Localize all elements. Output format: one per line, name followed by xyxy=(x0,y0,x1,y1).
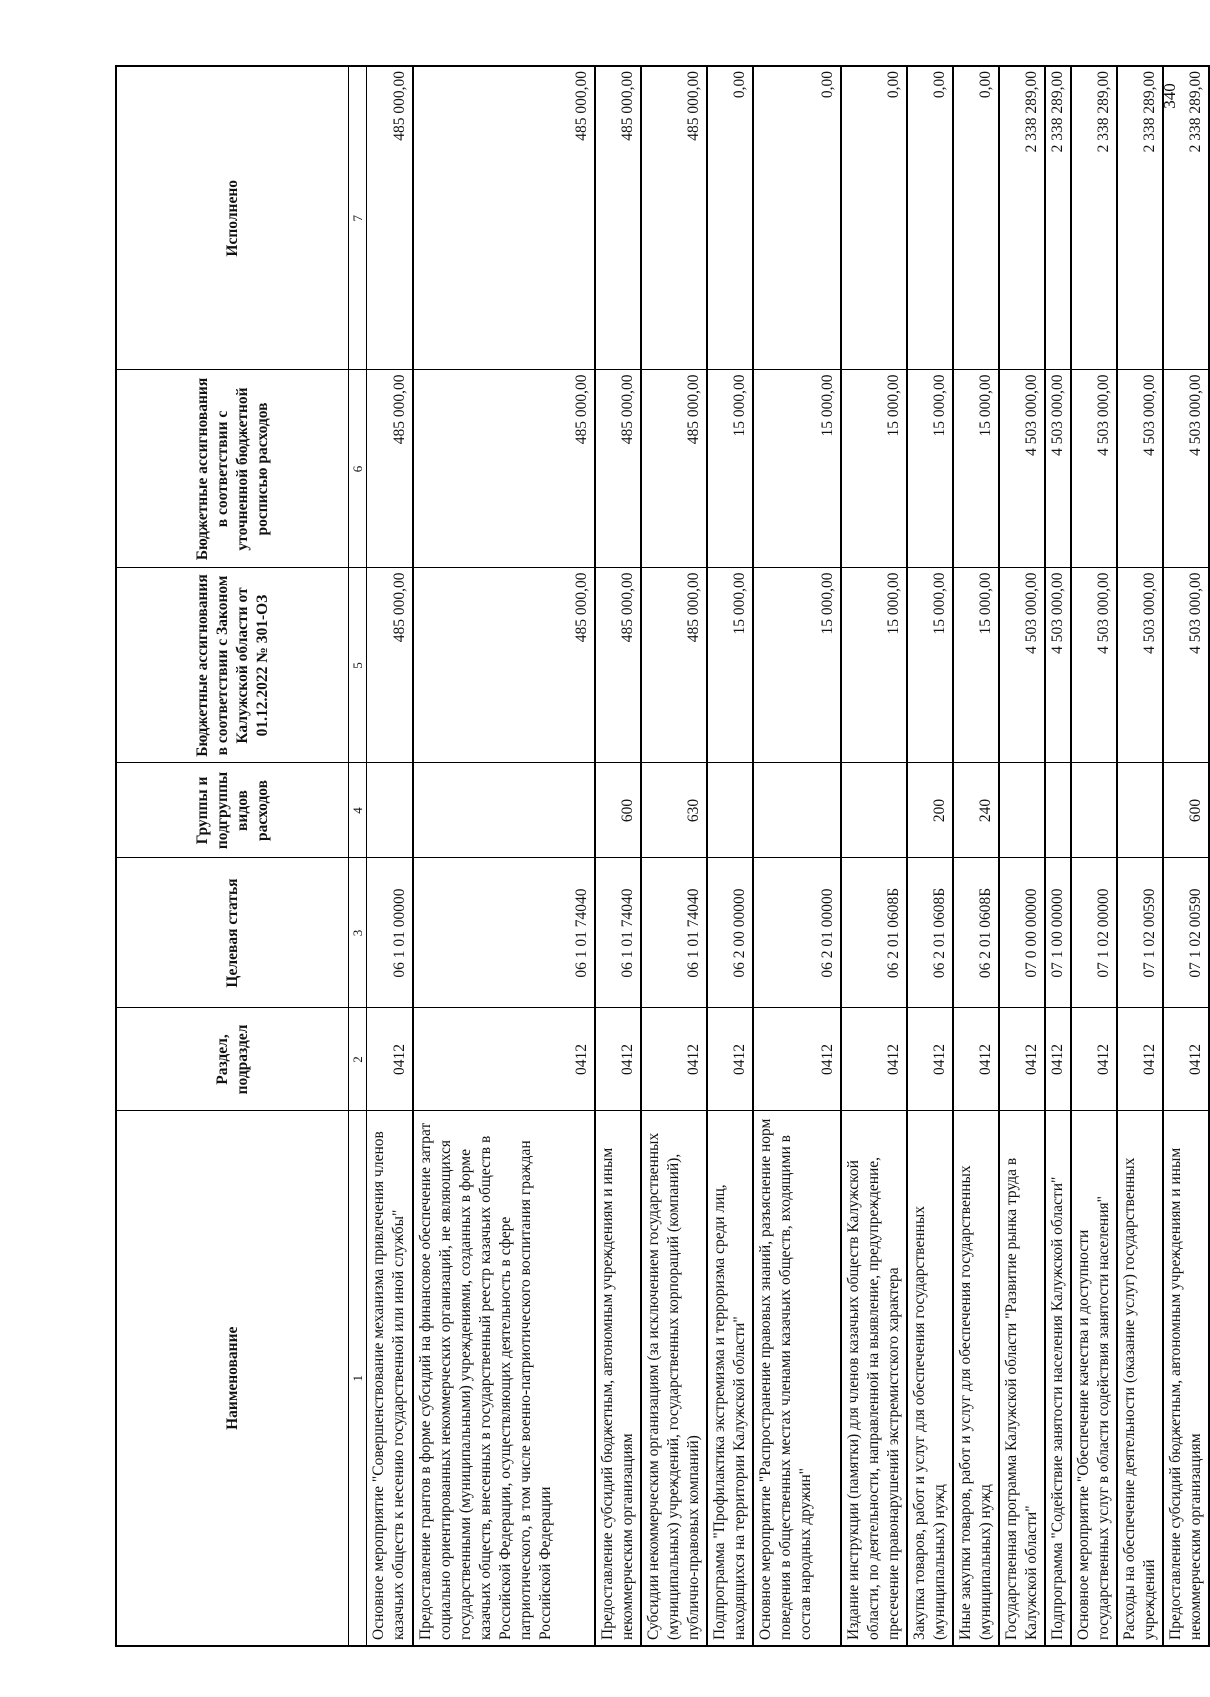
row-plan-amount-cell: 4 503 000,00 xyxy=(1071,370,1117,568)
row-name-cell: Закупка товаров, работ и услуг для обеспечения государственных (муниципальных) нужд xyxy=(907,1111,953,1646)
row-section-cell: 0412 xyxy=(999,1008,1045,1111)
row-group-cell xyxy=(1071,763,1117,858)
row-law-amount-cell: 4 503 000,00 xyxy=(1071,568,1117,763)
row-law-amount-cell: 15 000,00 xyxy=(753,568,841,763)
row-section-cell: 0412 xyxy=(413,1008,595,1111)
row-section-cell: 0412 xyxy=(907,1008,953,1111)
table-row xyxy=(413,66,595,1646)
table-row xyxy=(595,66,641,1646)
row-executed-amount-cell: 0,00 xyxy=(707,66,753,370)
row-executed-amount-cell: 485 000,00 xyxy=(413,66,595,370)
row-target-cell: 07 1 02 00000 xyxy=(1071,858,1117,1008)
header-name: Наименование xyxy=(116,1111,349,1646)
row-name-cell: Подпрограмма "Профилактика экстремизма и терроризма среди лиц, находящихся на территории Калужской области" xyxy=(707,1111,753,1646)
row-law-amount-cell: 485 000,00 xyxy=(413,568,595,763)
row-section-cell: 0412 xyxy=(953,1008,999,1111)
table-row xyxy=(641,66,707,1646)
row-executed-amount-cell: 0,00 xyxy=(841,66,907,370)
row-plan-amount-cell: 15 000,00 xyxy=(953,370,999,568)
row-section-cell: 0412 xyxy=(367,1008,413,1111)
row-target-cell: 06 1 01 74040 xyxy=(595,858,641,1008)
row-group-cell: 240 xyxy=(953,763,999,858)
row-section-cell: 0412 xyxy=(707,1008,753,1111)
row-executed-amount-cell: 485 000,00 xyxy=(641,66,707,370)
row-target-cell: 06 2 01 0608Б xyxy=(907,858,953,1008)
column-number-row xyxy=(349,66,367,1646)
row-group-cell: 630 xyxy=(641,763,707,858)
row-executed-amount-cell: 2 338 289,00 xyxy=(1163,66,1209,370)
row-name-cell: Субсидии некоммерческим организациям (за исключением государственных (муниципальных) учреждений, государственных корпораций (компаний), публично-правовых компаний) xyxy=(641,1111,707,1646)
row-law-amount-cell: 15 000,00 xyxy=(841,568,907,763)
row-target-cell: 06 2 01 0608Б xyxy=(953,858,999,1008)
row-executed-amount-cell: 2 338 289,00 xyxy=(1045,66,1071,370)
row-plan-amount-cell: 15 000,00 xyxy=(841,370,907,568)
table-row xyxy=(907,66,953,1646)
column-number: 2 xyxy=(349,1008,367,1111)
header-section: Раздел, подраздел xyxy=(116,1008,349,1111)
row-name-cell: Предоставление грантов в форме субсидий на финансовое обеспечение затрат социально ориентированных некоммерческих организаций, не являющихся государственными (муниципальными) учреждениями, созданных в форме казачьих обществ, внесенных в государственный реестр казачьих обществ в Российской Федерации, осуществляющих деятельность в сфере патриотического, в том числе военно-патриотического воспитания граждан Российской Федерации xyxy=(413,1111,595,1646)
row-target-cell: 06 1 01 00000 xyxy=(367,858,413,1008)
row-name-cell: Предоставление субсидий бюджетным, автономным учреждениям и иным некоммерческим организациям xyxy=(1163,1111,1209,1646)
column-number: 6 xyxy=(349,370,367,568)
row-executed-amount-cell: 485 000,00 xyxy=(367,66,413,370)
row-plan-amount-cell: 485 000,00 xyxy=(641,370,707,568)
row-group-cell xyxy=(753,763,841,858)
row-target-cell: 06 2 00 00000 xyxy=(707,858,753,1008)
row-executed-amount-cell: 0,00 xyxy=(753,66,841,370)
row-law-amount-cell: 4 503 000,00 xyxy=(1163,568,1209,763)
row-plan-amount-cell: 15 000,00 xyxy=(753,370,841,568)
row-plan-amount-cell: 15 000,00 xyxy=(907,370,953,568)
column-number: 3 xyxy=(349,858,367,1008)
row-plan-amount-cell: 485 000,00 xyxy=(595,370,641,568)
row-name-cell: Предоставление субсидий бюджетным, автономным учреждениям и иным некоммерческим организациям xyxy=(595,1111,641,1646)
row-law-amount-cell: 485 000,00 xyxy=(641,568,707,763)
table-row xyxy=(841,66,907,1646)
header-law-allocation: Бюджетные ассигнования в соответствии с Законом Калужской области от 01.12.2022 № 301-ОЗ xyxy=(116,568,349,763)
row-target-cell: 07 0 00 00000 xyxy=(999,858,1045,1008)
row-target-cell: 06 1 01 74040 xyxy=(641,858,707,1008)
row-plan-amount-cell: 4 503 000,00 xyxy=(999,370,1045,568)
row-section-cell: 0412 xyxy=(641,1008,707,1111)
row-executed-amount-cell: 2 338 289,00 xyxy=(999,66,1045,370)
row-target-cell: 07 1 00 00000 xyxy=(1045,858,1071,1008)
table-row xyxy=(1071,66,1117,1646)
row-name-cell: Основное мероприятие "Совершенствование механизма привлечения членов казачьих обществ к несению государственной или иной службы" xyxy=(367,1111,413,1646)
row-plan-amount-cell: 485 000,00 xyxy=(413,370,595,568)
row-name-cell: Издание инструкции (памятки) для членов казачьих обществ Калужской области, по деятельности, направленной на выявление, предупреждение, пресечение правонарушений экстремистского характера xyxy=(841,1111,907,1646)
row-target-cell: 07 1 02 00590 xyxy=(1163,858,1209,1008)
row-executed-amount-cell: 0,00 xyxy=(907,66,953,370)
row-plan-amount-cell: 15 000,00 xyxy=(707,370,753,568)
row-law-amount-cell: 4 503 000,00 xyxy=(1117,568,1163,763)
row-group-cell xyxy=(1117,763,1163,858)
table-row xyxy=(1163,66,1209,1646)
row-section-cell: 0412 xyxy=(753,1008,841,1111)
row-section-cell: 0412 xyxy=(595,1008,641,1111)
row-section-cell: 0412 xyxy=(1163,1008,1209,1111)
row-law-amount-cell: 485 000,00 xyxy=(595,568,641,763)
row-section-cell: 0412 xyxy=(1045,1008,1071,1111)
column-number: 7 xyxy=(349,66,367,370)
table-row xyxy=(707,66,753,1646)
row-executed-amount-cell: 2 338 289,00 xyxy=(1117,66,1163,370)
row-plan-amount-cell: 4 503 000,00 xyxy=(1117,370,1163,568)
row-target-cell: 06 2 01 00000 xyxy=(753,858,841,1008)
row-group-cell xyxy=(841,763,907,858)
table-row xyxy=(753,66,841,1646)
row-executed-amount-cell: 0,00 xyxy=(953,66,999,370)
row-law-amount-cell: 15 000,00 xyxy=(707,568,753,763)
column-number: 1 xyxy=(349,1111,367,1646)
row-name-cell: Государственная программа Калужской области "Развитие рынка труда в Калужской области" xyxy=(999,1111,1045,1646)
page-number: 340 xyxy=(1160,83,1179,109)
header-expense-group: Группы и подгруппы видов расходов xyxy=(116,763,349,858)
row-group-cell: 600 xyxy=(1163,763,1209,858)
column-number: 4 xyxy=(349,763,367,858)
header-plan-allocation: Бюджетные ассигнования в соответствии с уточненной бюджетной росписью расходов xyxy=(116,370,349,568)
table-header-row xyxy=(116,66,349,1646)
table-row xyxy=(1117,66,1163,1646)
row-group-cell: 600 xyxy=(595,763,641,858)
row-section-cell: 0412 xyxy=(1117,1008,1163,1111)
row-plan-amount-cell: 4 503 000,00 xyxy=(1163,370,1209,568)
row-plan-amount-cell: 4 503 000,00 xyxy=(1045,370,1071,568)
row-law-amount-cell: 485 000,00 xyxy=(367,568,413,763)
row-target-cell: 06 2 01 0608Б xyxy=(841,858,907,1008)
row-plan-amount-cell: 485 000,00 xyxy=(367,370,413,568)
row-name-cell: Иные закупки товаров, работ и услуг для обеспечения государственных (муниципальных) нужд xyxy=(953,1111,999,1646)
row-law-amount-cell: 15 000,00 xyxy=(953,568,999,763)
table-row xyxy=(953,66,999,1646)
column-number: 5 xyxy=(349,568,367,763)
row-group-cell xyxy=(707,763,753,858)
row-name-cell: Основное мероприятие "Распространение правовых знаний, разъяснение норм поведения в общественных местах членами казачьих обществ, входящими в состав народных дружин" xyxy=(753,1111,841,1646)
row-name-cell: Основное мероприятие "Обеспечение качества и доступности государственных услуг в области содействия занятости населения" xyxy=(1071,1111,1117,1646)
row-group-cell xyxy=(999,763,1045,858)
row-group-cell xyxy=(1045,763,1071,858)
table-row xyxy=(367,66,413,1646)
row-law-amount-cell: 4 503 000,00 xyxy=(1045,568,1071,763)
row-target-cell: 07 1 02 00590 xyxy=(1117,858,1163,1008)
row-target-cell: 06 1 01 74040 xyxy=(413,858,595,1008)
budget-execution-table xyxy=(115,65,1210,1647)
table-row xyxy=(999,66,1045,1646)
row-executed-amount-cell: 2 338 289,00 xyxy=(1071,66,1117,370)
row-executed-amount-cell: 485 000,00 xyxy=(595,66,641,370)
row-name-cell: Расходы на обеспечение деятельности (оказание услуг) государственных учреждений xyxy=(1117,1111,1163,1646)
row-law-amount-cell: 15 000,00 xyxy=(907,568,953,763)
row-group-cell: 200 xyxy=(907,763,953,858)
table-body xyxy=(367,66,1209,1646)
row-law-amount-cell: 4 503 000,00 xyxy=(999,568,1045,763)
row-group-cell xyxy=(413,763,595,858)
header-target-article: Целевая статья xyxy=(116,858,349,1008)
table-row xyxy=(1045,66,1071,1646)
header-executed: Исполнено xyxy=(116,66,349,370)
row-section-cell: 0412 xyxy=(1071,1008,1117,1111)
row-name-cell: Подпрограмма "Содействие занятости населения Калужской области" xyxy=(1045,1111,1071,1646)
row-section-cell: 0412 xyxy=(841,1008,907,1111)
row-group-cell xyxy=(367,763,413,858)
